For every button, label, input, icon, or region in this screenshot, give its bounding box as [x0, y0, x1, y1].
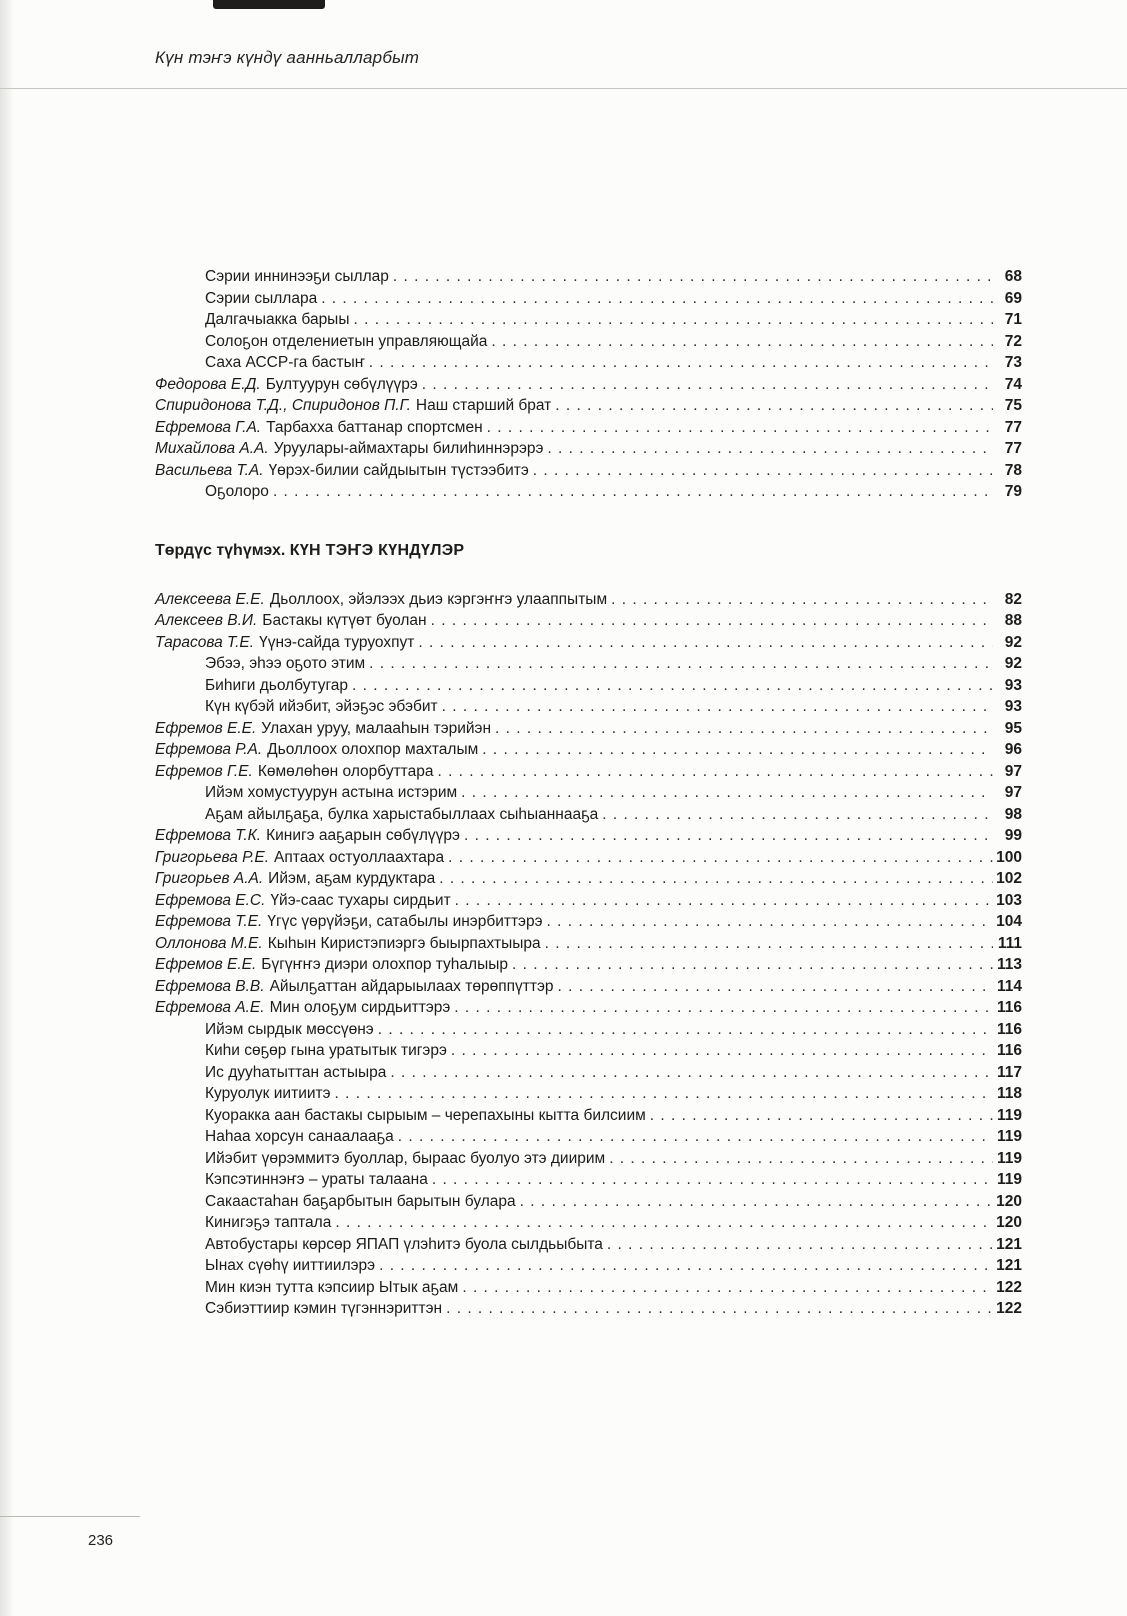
dot-leader	[335, 1212, 993, 1234]
toc-entry-author: Ефремов Е.Е.	[155, 956, 257, 973]
toc-entry-author: Ефремова Т.К.	[155, 827, 262, 844]
toc-entry-title: Солоҕон отделениетын управляющайа	[205, 332, 488, 350]
toc-entry	[155, 589, 1022, 611]
dot-leader	[545, 933, 993, 955]
toc-entry-page: 93	[1004, 676, 1022, 694]
toc-entry-title: Тарбахха баттанар спортсмен	[266, 418, 483, 436]
section-heading	[155, 539, 1022, 563]
toc-entry-title: Улахан уруу, малааһын тэрийэн	[261, 719, 492, 737]
toc-entry	[155, 1255, 1022, 1277]
dot-leader	[451, 1040, 993, 1062]
toc-entry-author: Ефремов Г.Е.	[155, 762, 253, 780]
toc-entry	[155, 868, 1022, 890]
dot-leader	[398, 1126, 993, 1148]
toc-entry-page: 88	[1004, 612, 1022, 629]
toc-entry-page: 97	[1004, 784, 1022, 801]
dot-leader	[446, 1298, 993, 1320]
toc-entry-page: 100	[996, 848, 1022, 866]
dot-leader	[335, 1083, 993, 1105]
dot-leader	[439, 868, 993, 890]
toc-entry	[155, 1298, 1022, 1320]
dot-leader	[378, 1019, 993, 1041]
toc-entry-title: Дьоллоох, эйэлээх дьиэ кэргэҥҥэ улааппытым	[269, 590, 608, 608]
running-header-title: Күн тэҥэ күндү аанньалларбыт	[155, 48, 420, 67]
toc-entry	[155, 804, 1022, 826]
toc-entry-page: 99	[1004, 827, 1022, 844]
dot-leader	[607, 1234, 993, 1256]
dot-leader	[547, 911, 994, 933]
toc-entry-page: 93	[1004, 698, 1022, 715]
dot-leader	[437, 761, 993, 783]
toc-entry	[155, 890, 1022, 912]
toc-entry-page: 119	[996, 1149, 1022, 1167]
toc-entry	[155, 395, 1022, 417]
toc-entry-title: Айылҕаттан айдарыылаах төрөппүттэр	[269, 977, 554, 995]
toc-entry-author: Алексеева Е.Е.	[155, 590, 265, 608]
dot-leader	[487, 417, 993, 439]
toc-entry-page: 72	[1004, 332, 1022, 350]
toc-entry-page: 74	[1004, 375, 1022, 393]
toc-entry-title: Бүгүҥҥэ диэри олохпор туһалыыр	[261, 956, 508, 973]
toc-entry-title: Ийэм, аҕам курдуктара	[268, 870, 436, 887]
toc-entry	[155, 610, 1022, 632]
toc-entry-page: 118	[996, 1085, 1022, 1102]
toc-entry-page: 78	[1004, 461, 1022, 479]
dot-leader	[442, 696, 993, 718]
toc-entry-title: Саха АССР-га бастыҥ	[205, 354, 365, 371]
toc-entry-page: 119	[996, 1106, 1022, 1124]
dot-leader	[464, 825, 993, 847]
toc-entry-page: 103	[996, 891, 1022, 909]
toc-entry-title: Көмөлөһөн олорбуттара	[257, 762, 434, 780]
toc-entry-title: Кыһын Киристэпиэргэ быырпахтыыра	[267, 934, 541, 952]
toc-entry-page: 95	[1004, 719, 1022, 737]
dot-leader	[321, 288, 993, 310]
toc-entry-author: Спиридонова Т.Д., Спиридонов П.Г.	[155, 397, 411, 414]
toc-entry-page: 116	[996, 1020, 1022, 1038]
toc-entry-title: Күн күбэй ийэбит, эйэҕэс эбэбит	[205, 698, 438, 715]
toc-entry-title: Наш старший брат	[415, 397, 552, 414]
toc-entry	[155, 1019, 1022, 1041]
dot-leader	[512, 954, 993, 976]
toc-entry	[155, 653, 1022, 675]
toc-entry-author: Оллонова М.Е.	[155, 934, 263, 952]
toc-entry	[155, 933, 1022, 955]
toc-entry-title: Сэрии сыллара	[205, 289, 318, 307]
dot-leader	[448, 847, 993, 869]
toc-entry	[155, 1062, 1022, 1084]
toc-entry-author: Васильева Т.А.	[155, 461, 264, 479]
toc-entry-page: 98	[1004, 805, 1022, 823]
dot-leader	[390, 1062, 993, 1084]
toc-entry	[155, 1040, 1022, 1062]
toc-entry-author: Ефремов Е.Е.	[155, 719, 257, 737]
toc-entry-title: Автобустары көрсөр ЯПАП үлэһитэ буола сылдьыбыта	[205, 1235, 603, 1253]
dot-leader	[454, 997, 993, 1019]
dot-leader	[602, 804, 993, 826]
toc-entry-page: 77	[1004, 418, 1022, 436]
toc-entry-author: Григорьев А.А.	[155, 870, 264, 887]
toc-entry-page: 116	[996, 1042, 1022, 1059]
toc-entry-page: 102	[996, 870, 1022, 887]
toc-entry-page: 75	[1004, 397, 1022, 414]
toc-entry-title: Ийэбит үөрэммитэ буоллар, быраас буолуо этэ диирим	[205, 1149, 606, 1167]
toc-entry	[155, 997, 1022, 1019]
toc-entry-title: Кинигэҕэ таптала	[205, 1214, 332, 1231]
toc-entry	[155, 696, 1022, 718]
toc-entry	[155, 1234, 1022, 1256]
toc-entry-page: 68	[1004, 268, 1022, 285]
dot-leader	[557, 976, 993, 998]
toc-entry-page: 79	[1004, 483, 1022, 500]
toc-entry	[155, 288, 1022, 310]
toc-entry-author: Алексеев В.И.	[155, 612, 258, 629]
toc-entry-page: 121	[996, 1235, 1022, 1253]
toc-entry	[155, 481, 1022, 503]
dot-leader	[547, 438, 993, 460]
toc-entry	[155, 847, 1022, 869]
toc-entry-title: Бастакы күтүөт буолан	[262, 612, 427, 629]
toc-entry-title: Үйэ-саас тухары сирдьит	[270, 891, 451, 909]
toc-entry-title: Ийэм хомустуурун астына истэрим	[205, 784, 458, 801]
toc-entry-page: 117	[996, 1063, 1022, 1081]
toc-entry-page: 69	[1004, 289, 1022, 307]
toc-entry-page: 77	[1004, 440, 1022, 457]
toc-entry-title: Наһаа хорсун санаалааҕа	[205, 1128, 394, 1145]
section-heading-title: КҮН ТЭҤЭ КҮНДҮЛЭР	[289, 541, 465, 559]
toc-entry	[155, 374, 1022, 396]
toc-entry-title: Биһиги дьолбутугар	[205, 676, 349, 694]
toc-entry	[155, 460, 1022, 482]
dot-leader	[482, 739, 993, 761]
toc-entry	[155, 1126, 1022, 1148]
toc-entry-page: 111	[997, 934, 1022, 952]
toc-entry-title: Аҕам айылҕаҕа, булка харыстабыллаах сыһыаннааҕа	[205, 805, 599, 823]
toc-entry-title: Уруулары-аймахтары билиһиннэрэрэ	[273, 440, 544, 457]
toc-entry-page: 122	[996, 1300, 1022, 1317]
toc-entry	[155, 1105, 1022, 1127]
toc-entry-title: Сэбиэттиир кэмин түгэннэриттэн	[205, 1300, 443, 1317]
toc-entry-author: Ефремова В.В.	[155, 977, 265, 995]
toc-entry-page: 73	[1004, 354, 1022, 371]
toc-entry-page: 104	[996, 913, 1022, 930]
toc-entry-author: Ефремова Г.А.	[155, 418, 262, 436]
toc-entry-title: Сакаастаһан баҕарбытын барытын булара	[205, 1192, 516, 1210]
toc-entry	[155, 911, 1022, 933]
toc-entry-author: Тарасова Т.Е.	[155, 633, 255, 651]
toc-entry-title: Кэпсэтиннэҥэ – ураты талаана	[205, 1171, 428, 1188]
toc-entry	[155, 782, 1022, 804]
toc-entry-author: Григорьева Р.Е.	[155, 848, 270, 866]
toc-entry-title: Үүнэ-сайда туруохпут	[259, 633, 415, 651]
header-rule	[0, 88, 1127, 89]
dot-leader	[352, 675, 993, 697]
toc-entry	[155, 417, 1022, 439]
section-heading-prefix: Төрдүс түһүмэх.	[155, 541, 290, 559]
toc-entry-page: 96	[1004, 741, 1022, 758]
dot-leader	[650, 1105, 993, 1127]
dot-leader	[609, 1148, 993, 1170]
toc-entry	[155, 675, 1022, 697]
dot-leader	[418, 632, 993, 654]
toc-entry-page: 92	[1004, 655, 1022, 672]
toc-entry	[155, 954, 1022, 976]
toc-entry-author: Ефремова Е.С.	[155, 891, 266, 909]
toc-entry	[155, 761, 1022, 783]
page-number: 236	[88, 1532, 114, 1549]
dot-leader	[461, 782, 993, 804]
toc-entry	[155, 825, 1022, 847]
toc-entry-author: Ефремова А.Е.	[155, 999, 265, 1016]
dot-leader	[369, 653, 993, 675]
toc-entry-title: Дьоллоох олохпор махталым	[267, 741, 479, 758]
toc-entry-page: 97	[1004, 762, 1022, 780]
toc-entry-author: Федорова Е.Д.	[155, 375, 261, 393]
toc-entry-page: 119	[996, 1171, 1022, 1188]
toc-entry-title: Оҕолоро	[205, 483, 269, 500]
scan-artifact	[213, 0, 325, 9]
toc-entry	[155, 1083, 1022, 1105]
toc-entry-title: Эбээ, эһээ оҕото этим	[205, 655, 366, 672]
toc-entry-page: 120	[996, 1192, 1022, 1210]
dot-leader	[379, 1255, 993, 1277]
toc-entry	[155, 352, 1022, 374]
toc-entry-author: Ефремова Т.Е.	[155, 913, 263, 930]
toc-entry-page: 114	[996, 977, 1022, 995]
toc-entry	[155, 309, 1022, 331]
dot-leader	[422, 374, 993, 396]
dot-leader	[611, 589, 993, 611]
toc-entry-title: Үөрэх-билии сайдыытын түстээбитэ	[268, 461, 529, 479]
toc-entry-page: 92	[1004, 633, 1022, 651]
toc-entry	[155, 718, 1022, 740]
toc-entry-title: Сэрии иннинээҕи сыллар	[205, 268, 389, 285]
dot-leader	[520, 1191, 993, 1213]
toc-entry-title: Куоракка аан бастакы сырыым – черепахыны кытта билсиим	[205, 1106, 646, 1124]
toc-entry-title: Куруолук иитиитэ	[205, 1085, 331, 1102]
toc-entry-title: Мин олоҕум сирдьиттэрэ	[269, 999, 451, 1016]
toc-entry-title: Ынах сүөһү ииттиилэрэ	[205, 1257, 376, 1274]
toc-entry-title: Кинигэ ааҕарын сөбүлүүрэ	[266, 827, 460, 844]
toc-entry	[155, 1277, 1022, 1299]
dot-leader	[555, 395, 993, 417]
toc-entry-page: 113	[996, 956, 1022, 973]
dot-leader	[533, 460, 993, 482]
toc-entry-title: Мин киэн тутта кэпсиир Ытык аҕам	[205, 1278, 459, 1296]
toc-entry	[155, 632, 1022, 654]
toc-entry-title: Далгачыакка барыы	[205, 311, 350, 328]
toc-entry-title: Үгүс үөрүйэҕи, сатабылы инэрбиттэрэ	[267, 913, 543, 930]
toc-entry-title: Аптаах остуоллаахтара	[274, 848, 445, 866]
toc-entry-page: 71	[1004, 311, 1022, 328]
footer-rule	[0, 1516, 140, 1517]
toc-entry-title: Ис дууһатыттан астыыра	[205, 1063, 387, 1081]
toc-entry-author: Михайлова А.А.	[155, 440, 269, 457]
dot-leader	[393, 266, 993, 288]
toc-entry	[155, 331, 1022, 353]
toc-entry-page: 121	[996, 1257, 1022, 1274]
toc-entry-page: 116	[996, 999, 1022, 1016]
toc-entry-author: Ефремова Р.А.	[155, 741, 263, 758]
toc-entry	[155, 1191, 1022, 1213]
dot-leader	[369, 352, 993, 374]
toc-entry-page: 122	[996, 1278, 1022, 1296]
toc-entry	[155, 438, 1022, 460]
dot-leader	[455, 890, 993, 912]
dot-leader	[353, 309, 993, 331]
dot-leader	[431, 610, 993, 632]
dot-leader	[273, 481, 993, 503]
toc-entry-title: Киһи сөҕөр гына уратытык тигэрэ	[205, 1042, 447, 1059]
dot-leader	[462, 1277, 993, 1299]
toc-entry	[155, 739, 1022, 761]
toc-entry-page: 119	[996, 1128, 1022, 1145]
toc-entry-page: 82	[1004, 590, 1022, 608]
toc-entry	[155, 1148, 1022, 1170]
toc-entry	[155, 1212, 1022, 1234]
toc-entry	[155, 1169, 1022, 1191]
dot-leader	[432, 1169, 993, 1191]
toc-entry	[155, 266, 1022, 288]
toc-entry-page: 120	[996, 1214, 1022, 1231]
dot-leader	[491, 331, 993, 353]
dot-leader	[495, 718, 993, 740]
toc-entry-title: Ийэм сырдык мөссүөнэ	[205, 1020, 374, 1038]
toc-entry-title: Бултуурун сөбүлүүрэ	[265, 375, 418, 393]
toc-entry	[155, 976, 1022, 998]
table-of-contents	[155, 266, 1022, 1320]
